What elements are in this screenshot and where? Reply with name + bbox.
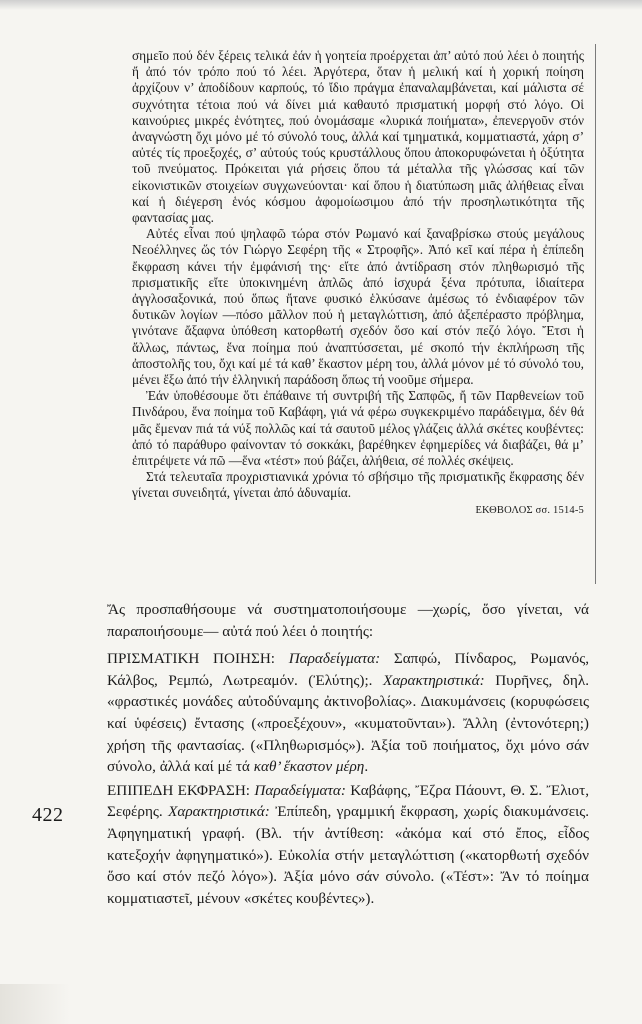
flat-section <box>107 780 589 910</box>
quote-paragraph-2: Αὐτές εἶναι πού ψηλαφῶ τώρα στόν Ρωμανό καί ξαναβρίσκω στούς μεγάλους Νεοέλληνες ὥς τόν Γιώργο Σεφέρη τῆς « Στροφῆς». Ἀπό κεῖ καί πέρα ἡ ἐπίπεδη ἔκφραση κάνει τήν ἐμφάνισή της· εἴτε ἀπό ἀντίδραση στόν πληθωρισμό τῆς πρισματικῆς εἴτε ὑποκινημένη ἁπλῶς ἀπό ἰσχυρά ξένα πρότυπα, ἰδιαίτερα ἀγγλοσαξονικά, πού ὅπως ἤτανε φυσικό ἑλκύσανε ἀμέσως τό ἐνδιαφέρον τῶν δυτικῶν λογίων —πόσο μᾶλλον πού ἡ μεταγλώττιση, ἀπό ἀξεπέραστο πρόβλημα, γινότανε ἄξαφνα ὑπόθεση κατορθωτή σχεδόν ὅσο καί στόν πεζό λόγο. Ἔτσι ἡ ἄλλως, πάντως, ἕνα ποίημα πού ἀναπτύσσεται, μέ σκοπό τήν ἐκπλήρωση τῆς ἀποστολῆς του, ὄχι καί μέ τά καθ’ ἕκαστον μέρη του, ἀλλά μόνον μέ τό σύνολό του, μένει ἔξω ἀπό τήν ἑλληνική παράδοση ὅπως τή νοοῦμε σήμερα. <box>132 226 584 388</box>
page-number: 422 <box>32 804 64 826</box>
flat-traits-label: Χαρακτηριστικά: <box>168 803 270 821</box>
main-intro: Ἄς προσπαθήσουμε νά συστηματοποιήσουμε —χωρίς, ὅσο γίνεται, νά παραποιήσουμε— αὐτά πού λέει ὁ ποιητής: <box>107 601 589 640</box>
flat-traits: Ἐπίπεδη, γραμμική ἔκφραση, χωρίς διακυμάνσεις. Ἀφηγηματική γραφή. (Βλ. τήν ἀντίθεση: «ἀκόμα καί στό ἔπος, εἶδος κατεξοχήν ἀφηγηματικό»). Εὐκολία στήν μεταγλώττιση («κατορθωτή σχεδόν ὅσο καί στόν πεζό λόγο»). Ἀξία μόνο σάν σύνολο. («Τέστ»: Ἄν τό ποίημα κομματιαστεῖ, μένουν «σκέτες κουβέντες»). <box>107 803 590 907</box>
quote-paragraph-1: σημεῖο πού δέν ξέρεις τελικά ἐάν ἡ γοητεία προέρχεται ἀπ’ αὐτό πού λέει ὁ ποιητής ἤ ἀπό τόν τρόπο πού τό λέει. Ἀργότερα, ὅταν ἡ μελική καί ἡ χορική ποίηση ἀρχίζουν ν’ ἀποδίδουν καρπούς, τό ἴδιο πράγμα ἐπαναλαμβάνεται, καί μάλιστα σέ συχνότητα τέτοια πού νά δίνει μιά καθαυτό πρισματική μορφή στό λόγο. Οἱ καινούριες μικρές ἑνότητες, πού ὀνομάσαμε «λυρικά ποιήματα», ἐπενεργοῦν στόν ἀναγνώστη ὄχι μόνο μέ τό σύνολό τους, ἀλλά καί τμηματικά, κομματιαστά, χάρη σ’ αὐτές τίς προεξοχές, σ’ αὐτούς τούς κρυστάλλους ὅπου ἀποκορυφώνεται ἡ ὀξύτητα τοῦ πνεύματος. Πρόκειται γιά ρήσεις ὅπου τά μέταλλα τῆς γλώσσας καί τῶν εἰκονιστικῶν στοιχείων συγχωνεύονται· καί ὅπου ἡ διατύπωση μιᾶς ἀλήθειας εἶναι καί ἡ διέγερση ἑνός κόσμου ἀφομοίωσιμου ἀπό τήν προσηλωτικότητα τῆς φαντασίας μας. <box>132 48 584 226</box>
prismatic-examples: Σαπφώ, Πίνδαρος, Ρωμανός, Κάλβος, Ρεμπώ, Λωτρεαμόν. (Ἐλύτης);. <box>107 650 590 689</box>
flat-label: ΕΠΙΠΕΔΗ ΕΚΦΡΑΣΗ: <box>107 781 251 799</box>
flat-examples-label: Παραδείγματα: <box>254 781 346 799</box>
prismatic-traits-end: . <box>364 758 369 776</box>
flat-examples: Καβάφης, Ἔζρα Πάουντ, Θ. Σ. Ἔλιοτ, Σεφέρης. <box>107 781 589 821</box>
prismatic-traits: Πυρῆνες, δηλ. «φραστικές μονάδες αὐτοδύναμης ἀκτινοβολίας». Διακυμάνσεις (κορυφώσεις καί ὑφέσεις) ἔντασης («προεξέχουν», «κυματοῦνται»). Ἄλλη (ἐντονότερη;) χρήση τῆς φαντασίας. («Πληθωρισμός»). Ἀξία τοῦ ποιήματος, ὄχι μόνο σάν σύνολο, ἀλλά καί μέ τά <box>107 671 590 776</box>
quote-paragraph-3: Ἐάν ὑποθέσουμε ὅτι ἐπάθαινε τή συντριβή τῆς Σαπφῶς, ἤ τῶν Παρθενείων τοῦ Πινδάρου, ἕνα ποίημα τοῦ Καβάφη, γιά νά φέρω συγκεκριμένο παράδειγμα, δέν θά μᾶς ἔμεναν πιά τά νύξ πολλῶς καί τά σαυτοῦ μέλος γλάζεις ἀλλά σκέτες κουβέντες: ἀπό τό παράθυρο φαίνονταν τό σοκκάκι, βαρέθηκεν ἐφημερίδες νά διαβάζει, θά μ’ ἐπιτρέψετε νά πῶ —ἕνα «τέστ» πού βάζει, ἀλήθεια, σέ πολλές σκέψεις. <box>132 388 584 469</box>
block-quote <box>132 48 584 519</box>
prismatic-traits-italic: καθ’ ἕκαστον μέρη <box>253 758 365 776</box>
main-text <box>107 599 589 911</box>
scan-margin-shadow <box>0 984 70 1024</box>
prismatic-traits-label: Χαρακτηριστικά: <box>382 671 485 689</box>
quote-source: ΕΚΘΒΟΛΟΣ σσ. 1514-5 <box>475 504 584 516</box>
quote-paragraph-4: Στά τελευταῖα προχριστιανικά χρόνια τό σβήσιμο τῆς πρισματικῆς ἔκφρασης δέν γίνεται συνειδητά, γίνεται ἀπό ἀδυναμία. <box>132 469 584 501</box>
scan-top-edge <box>0 0 642 10</box>
prismatic-section <box>107 648 589 778</box>
prismatic-label: ΠΡΙΣΜΑΤΙΚΗ ΠΟΙΗΣΗ: <box>107 650 276 668</box>
prismatic-examples-label: Παραδείγματα: <box>288 650 381 668</box>
